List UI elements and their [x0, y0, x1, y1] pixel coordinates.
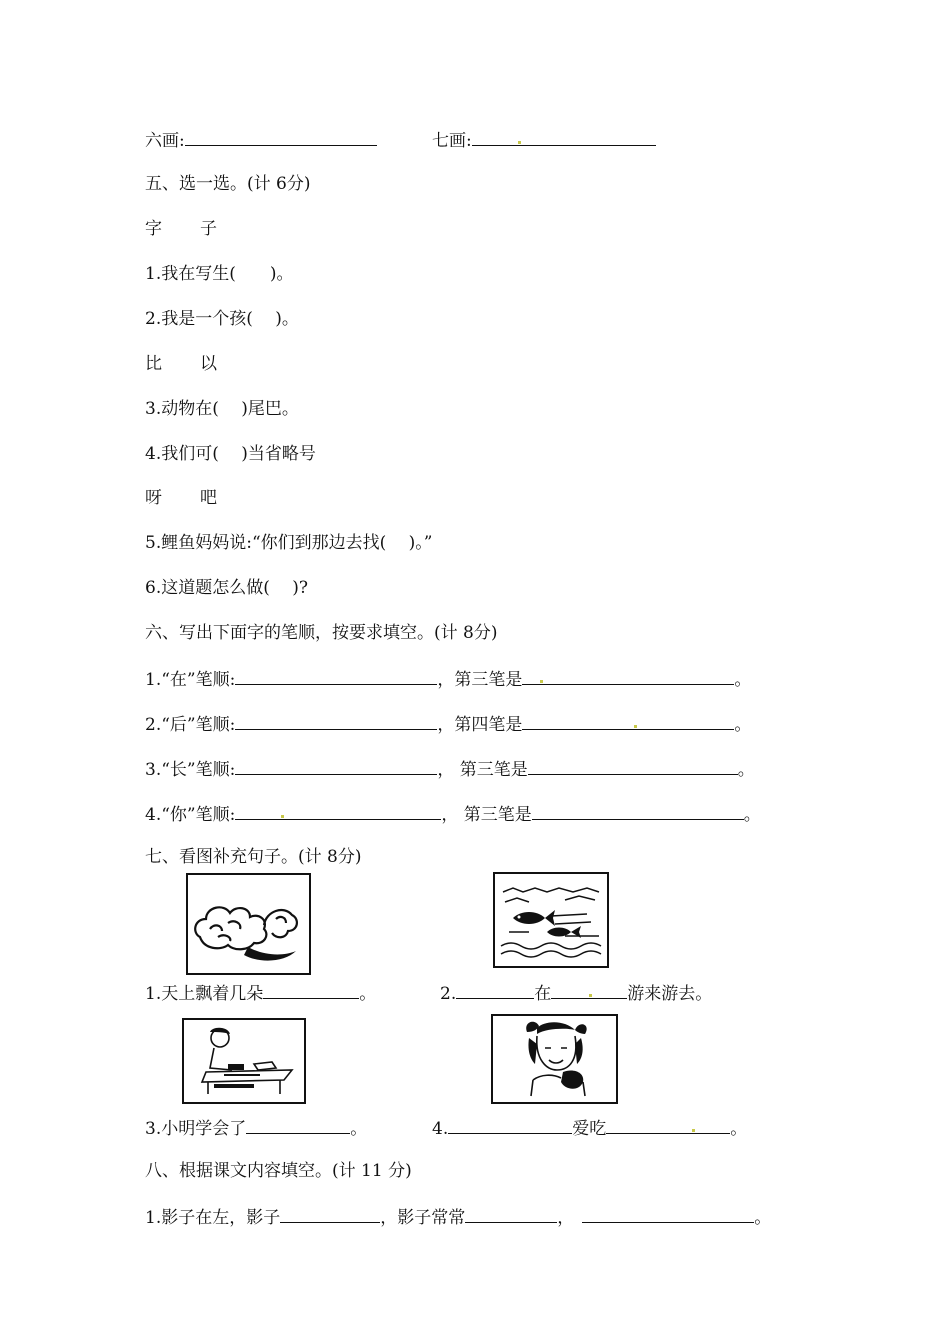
choice-option: 呀 [145, 488, 162, 508]
question-2: 2.我是一个孩( )。 [145, 309, 299, 329]
stroke-nth-blank[interactable] [522, 667, 734, 685]
choice-option: 子 [200, 219, 217, 239]
choice-pair-1 [145, 218, 217, 240]
boy-writing-picture [182, 1018, 306, 1104]
choice-option: 吧 [200, 488, 217, 508]
stroke-order-label: 2.“后”笔顺: [145, 715, 236, 735]
sentence-row-1 [145, 981, 376, 1003]
six-strokes-row [145, 128, 377, 150]
text-fill-blank-b[interactable] [465, 1205, 557, 1223]
sentence-2-blank-b[interactable] [551, 981, 627, 999]
sentence-row-3 [145, 1116, 367, 1138]
fish-picture [493, 872, 609, 968]
sentence-2-blank-a[interactable] [456, 981, 534, 999]
stroke-nth-label: ， 第三笔是 [437, 760, 528, 780]
cloud-icon [188, 875, 309, 973]
section7-title: 七、看图补充句子。(计 8分) [145, 847, 362, 867]
text-fill-blank-c[interactable] [582, 1205, 754, 1223]
sentence-4-mid: 爱吃 [572, 1119, 607, 1139]
stroke-nth-blank[interactable] [532, 802, 744, 820]
stroke-order-row-1 [145, 667, 751, 689]
choice-option: 以 [200, 354, 217, 374]
girl-eating-icon [493, 1016, 616, 1102]
choice-option: 字 [145, 219, 162, 239]
seven-strokes-blank[interactable] [472, 128, 656, 146]
period: 。 [359, 984, 377, 1004]
period: 。 [730, 1119, 748, 1139]
boy-writing-icon [184, 1020, 304, 1102]
stroke-nth-label: ，第四笔是 [437, 715, 523, 735]
stroke-order-blank[interactable] [235, 712, 437, 730]
seven-strokes-row [432, 128, 656, 150]
comma: ， [557, 1208, 575, 1228]
choice-pair-3 [145, 487, 217, 509]
stroke-order-blank[interactable] [235, 802, 441, 820]
question-3: 3.动物在( )尾巴。 [145, 399, 299, 419]
text-fill-mid: ，影子常常 [380, 1208, 466, 1228]
stroke-nth-label: ， 第三笔是 [441, 805, 532, 825]
six-strokes-blank[interactable] [185, 128, 377, 146]
section5-title: 五、选一选。(计 6分) [145, 174, 311, 194]
six-strokes-label: 六画: [145, 131, 185, 151]
stroke-nth-blank[interactable] [522, 712, 734, 730]
fish-icon [495, 874, 607, 966]
sentence-1-prefix: 1.天上飘着几朵 [145, 984, 264, 1004]
stroke-order-blank[interactable] [235, 757, 437, 775]
period: 。 [350, 1119, 368, 1139]
period: 。 [734, 715, 752, 735]
section8-title: 八、根据课文内容填空。(计 11 分) [145, 1161, 412, 1181]
period: 。 [743, 805, 761, 825]
period: 。 [737, 760, 755, 780]
seven-strokes-label: 七画: [432, 131, 472, 151]
period: 。 [734, 670, 752, 690]
stroke-nth-blank[interactable] [528, 757, 738, 775]
girl-eating-picture [491, 1014, 618, 1104]
sentence-1-blank[interactable] [263, 981, 359, 999]
question-1: 1.我在写生( )。 [145, 264, 294, 284]
sentence-row-4 [432, 1116, 747, 1138]
sentence-2-mid: 在 [534, 984, 552, 1004]
sentence-row-2 [440, 981, 712, 1003]
sentence-4-blank-b[interactable] [606, 1116, 730, 1134]
question-4: 4.我们可( )当省略号 [145, 444, 316, 464]
stroke-order-row-4 [145, 802, 761, 824]
text-fill-blank-a[interactable] [280, 1205, 380, 1223]
sentence-2-prefix: 2. [440, 984, 457, 1004]
stroke-nth-label: ，第三笔是 [437, 670, 523, 690]
sentence-2-end: 游来游去。 [627, 984, 713, 1004]
choice-pair-2 [145, 353, 217, 375]
stroke-order-row-2 [145, 712, 751, 734]
question-5: 5.鲤鱼妈妈说:“你们到那边去找( )。” [145, 533, 433, 553]
sentence-4-blank-a[interactable] [448, 1116, 572, 1134]
choice-option: 比 [145, 354, 162, 374]
text-fill-row-1 [145, 1205, 771, 1227]
sentence-4-prefix: 4. [432, 1119, 449, 1139]
stroke-order-label: 3.“长”笔顺: [145, 760, 236, 780]
stroke-order-row-3 [145, 757, 755, 779]
cloud-picture [186, 873, 311, 975]
stroke-order-blank[interactable] [235, 667, 437, 685]
period: 。 [754, 1208, 772, 1228]
question-6: 6.这道题怎么做( )? [145, 578, 309, 598]
section6-title: 六、写出下面字的笔顺，按要求填空。(计 8分) [145, 623, 498, 643]
text-fill-prefix: 1.影子在左，影子 [145, 1208, 281, 1228]
sentence-3-prefix: 3.小明学会了 [145, 1119, 247, 1139]
stroke-order-label: 4.“你”笔顺: [145, 805, 236, 825]
stroke-order-label: 1.“在”笔顺: [145, 670, 236, 690]
sentence-3-blank[interactable] [246, 1116, 350, 1134]
